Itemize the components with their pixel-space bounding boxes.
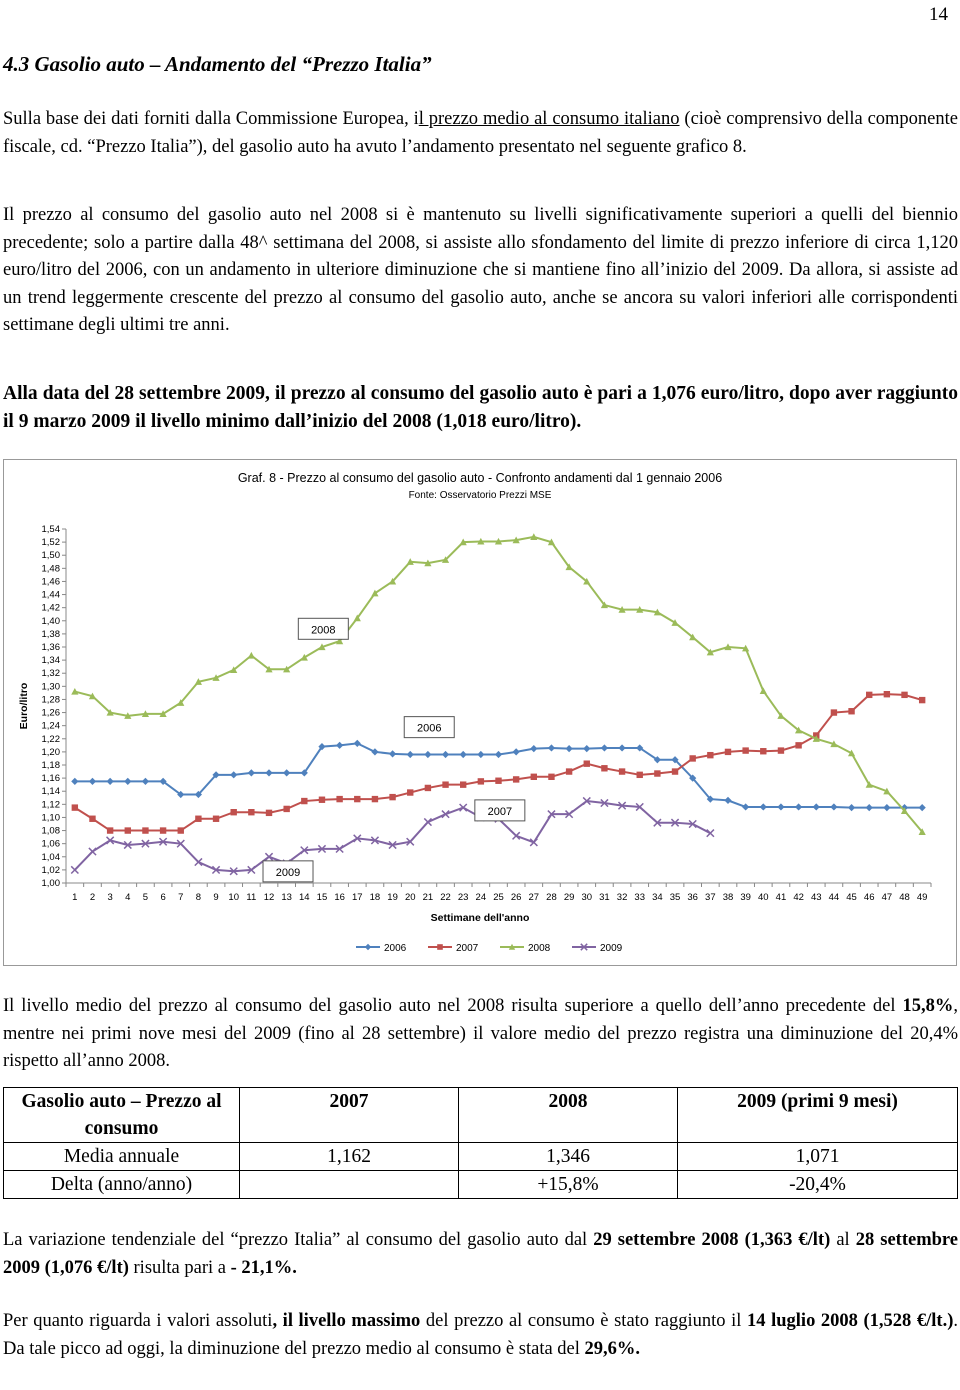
x-tick-label: 36	[687, 892, 698, 903]
x-tick-label: 11	[246, 892, 257, 903]
x-tick-label: 17	[351, 892, 363, 903]
data-point-2006	[248, 769, 255, 776]
data-point-2007	[495, 778, 501, 784]
data-point-2006	[795, 803, 802, 810]
data-point-2006	[89, 778, 96, 785]
data-point-2006	[883, 804, 890, 811]
data-point-2007	[266, 810, 272, 816]
x-tick-label: 25	[493, 892, 504, 903]
data-point-2007	[672, 768, 678, 774]
y-tick-label: 1,42	[41, 602, 60, 614]
legend-label: 2009	[600, 943, 623, 954]
data-point-2006	[724, 797, 731, 804]
x-tick-label: 18	[369, 892, 381, 903]
x-tick-label: 39	[740, 892, 751, 903]
data-point-2009	[424, 818, 431, 825]
data-point-2007	[725, 749, 731, 755]
data-point-2007	[795, 742, 801, 748]
y-tick-label: 1,52	[41, 537, 60, 549]
annotation-label: 2006	[416, 722, 442, 735]
data-point-2009	[89, 848, 96, 855]
data-point-2006	[389, 750, 396, 757]
table-header-row	[4, 1088, 958, 1143]
y-tick-label: 1,30	[41, 681, 60, 693]
data-point-2007	[654, 770, 660, 776]
data-point-2007	[689, 755, 695, 761]
p5-a: La variazione tendenziale del “prezzo Italia” al consumo del gasolio auto dal	[3, 1230, 594, 1250]
x-tick-label: 35	[669, 892, 681, 903]
p5-c: al	[830, 1230, 856, 1250]
x-tick-label: 21	[422, 892, 434, 903]
data-point-2009	[71, 866, 78, 873]
y-tick-label: 1,24	[41, 720, 60, 732]
x-tick-label: 38	[722, 892, 734, 903]
data-point-2006	[142, 778, 149, 785]
x-tick-label: 5	[142, 892, 149, 903]
x-tick-label: 23	[457, 892, 469, 903]
p4-c: , mentre nei primi nove mesi del 2009 (fino al 28 settembre) il valore medio del prezzo registra una diminuzione del 20,4% rispetto all’anno 2008.	[3, 996, 958, 1071]
legend-marker-2006	[365, 944, 371, 950]
data-point-2007	[336, 796, 342, 802]
data-point-2007	[531, 774, 537, 780]
paragraph-variation	[3, 1227, 958, 1282]
x-tick-label: 3	[107, 892, 113, 903]
p6-b: , il livello massimo	[272, 1311, 421, 1331]
data-point-2007	[831, 709, 837, 715]
p5-f: - 21,1%.	[230, 1257, 297, 1278]
data-point-2007	[107, 827, 113, 833]
p6-d: 14 luglio 2008 (1,528 €/lt.)	[747, 1311, 954, 1331]
y-tick-label: 1,04	[41, 851, 60, 863]
data-point-2006	[513, 748, 520, 755]
table-header-cell: Gasolio auto – Prezzo al consumo	[4, 1088, 240, 1143]
p4-a: Il livello medio del prezzo al consumo del gasolio auto nel 2008 risulta superiore a quello dell’anno precedente del	[3, 996, 903, 1016]
y-tick-label: 1,26	[41, 707, 60, 719]
data-point-2007	[901, 692, 907, 698]
x-tick-label: 45	[846, 892, 857, 903]
series-line-2008	[75, 537, 922, 832]
data-point-2007	[248, 809, 254, 815]
paragraph-highlight: Alla data del 28 settembre 2009, il prezzo al consumo del gasolio auto è pari a 1,076 euro/litro, dopo aver raggiunto il 9 marzo 2009 il livello minimo dall’inizio del 2008 (1,018 euro/litro).	[3, 383, 958, 432]
data-point-2006	[830, 803, 837, 810]
x-tick-label: 9	[213, 892, 219, 903]
y-tick-label: 1,48	[41, 563, 60, 575]
data-point-2006	[442, 751, 449, 758]
data-point-2007	[478, 778, 484, 784]
x-tick-label: 49	[916, 892, 928, 903]
data-point-2007	[354, 796, 360, 802]
data-point-2007	[778, 747, 784, 753]
x-tick-label: 47	[881, 892, 893, 903]
data-point-2006	[107, 778, 114, 785]
table-cell: Media annuale	[4, 1143, 240, 1171]
p6-a: Per quanto riguarda i valori assoluti	[3, 1311, 273, 1331]
data-point-2007	[125, 827, 131, 833]
p5-b: 29 settembre 2008 (1,363 €/lt)	[593, 1230, 831, 1250]
legend-label: 2008	[528, 943, 551, 954]
data-point-2006	[336, 742, 343, 749]
y-tick-label: 1,54	[41, 524, 60, 535]
x-tick-label: 44	[828, 892, 840, 903]
y-tick-label: 1,32	[41, 668, 60, 680]
x-tick-label: 13	[281, 892, 292, 903]
x-tick-label: 43	[810, 892, 822, 903]
x-tick-label: 46	[863, 892, 875, 903]
data-point-2008	[760, 687, 767, 694]
x-tick-label: 10	[228, 892, 239, 903]
p6-e: . Da tale picco ad oggi, la diminuzione del prezzo medio al consumo è stata del	[3, 1311, 958, 1359]
y-tick-label: 1,00	[41, 878, 60, 889]
chart-title: Graf. 8 - Prezzo al consumo del gasolio auto - Confronto andamenti dal 1 gennaio 2006	[237, 471, 723, 485]
data-point-2007	[742, 747, 748, 753]
data-point-2006	[477, 751, 484, 758]
annotation-label: 2007	[487, 805, 513, 818]
x-tick-label: 41	[775, 892, 787, 903]
p1-c: (cioè comprensivo della componente fiscale, cd. “Prezzo Italia”), del gasolio auto ha avuto l’andamento presentato nel seguente grafico 8.	[3, 109, 958, 157]
y-tick-label: 1,34	[41, 655, 60, 667]
table-cell: 1,346	[459, 1143, 678, 1171]
data-point-2006	[530, 745, 537, 752]
price-chart	[4, 460, 956, 965]
data-point-2006	[424, 751, 431, 758]
data-point-2007	[848, 708, 854, 714]
table-cell: Delta (anno/anno)	[4, 1171, 240, 1199]
data-point-2006	[283, 769, 290, 776]
p6-c: del prezzo al consumo è stato raggiunto il	[420, 1311, 748, 1331]
data-point-2006	[230, 771, 237, 778]
legend-label: 2007	[456, 943, 479, 954]
legend-label: 2006	[384, 943, 407, 954]
x-tick-label: 4	[125, 892, 131, 903]
data-point-2007	[195, 816, 201, 822]
x-tick-label: 24	[475, 892, 487, 903]
p1-underlined: l prezzo medio al consumo italiano	[418, 109, 680, 129]
table-cell	[240, 1171, 459, 1199]
y-tick-label: 1,14	[41, 786, 60, 798]
paragraph-intro	[3, 106, 958, 161]
y-tick-label: 1,08	[41, 825, 60, 837]
data-point-2007	[319, 797, 325, 803]
x-tick-label: 32	[616, 892, 628, 903]
x-tick-label: 31	[599, 892, 610, 903]
x-tick-label: 42	[793, 892, 804, 903]
data-point-2007	[442, 781, 448, 787]
y-tick-label: 1,22	[41, 733, 60, 745]
data-point-2006	[495, 751, 502, 758]
table-cell: -20,4%	[678, 1171, 958, 1199]
data-point-2006	[371, 748, 378, 755]
x-tick-label: 6	[160, 892, 166, 903]
data-point-2007	[866, 692, 872, 698]
data-point-2007	[283, 806, 289, 812]
data-point-2006	[124, 778, 131, 785]
data-point-2007	[372, 796, 378, 802]
data-point-2007	[601, 765, 607, 771]
series-line-2009	[75, 801, 711, 871]
x-tick-label: 26	[510, 892, 522, 903]
data-point-2007	[301, 798, 307, 804]
data-point-2007	[884, 691, 890, 697]
p4-b: 15,8%	[902, 996, 954, 1016]
table-header-cell: 2008	[459, 1088, 678, 1143]
data-point-2007	[389, 794, 395, 800]
x-tick-label: 19	[387, 892, 398, 903]
y-tick-label: 1,40	[41, 615, 60, 627]
data-point-2007	[513, 776, 519, 782]
data-point-2008	[248, 652, 255, 659]
paragraph-average	[3, 993, 958, 1076]
data-point-2007	[160, 827, 166, 833]
x-tick-label: 12	[263, 892, 275, 903]
paragraph-maximum	[3, 1308, 958, 1363]
data-point-2007	[584, 760, 590, 766]
x-tick-label: 22	[440, 892, 451, 903]
data-point-2006	[777, 803, 784, 810]
y-tick-label: 1,38	[41, 628, 60, 640]
data-point-2007	[407, 789, 413, 795]
x-tick-label: 33	[634, 892, 646, 903]
data-point-2006	[919, 804, 926, 811]
data-point-2007	[566, 768, 572, 774]
data-point-2007	[231, 809, 237, 815]
data-point-2006	[813, 803, 820, 810]
x-tick-label: 7	[178, 892, 184, 903]
p5-d: 28 settembre 2009 (1,076 €/lt)	[3, 1230, 958, 1278]
y-tick-label: 1,44	[41, 589, 60, 601]
y-tick-label: 1,28	[41, 694, 60, 706]
data-point-2006	[71, 778, 78, 785]
x-tick-label: 16	[334, 892, 345, 903]
y-tick-label: 1,46	[41, 576, 60, 588]
x-tick-label: 14	[299, 892, 310, 903]
data-point-2009	[707, 830, 714, 837]
y-tick-label: 1,10	[41, 812, 60, 824]
annotation-label: 2009	[275, 866, 301, 879]
p1-a: Sulla base dei dati forniti dalla Commissione Europea, i	[3, 109, 419, 129]
data-point-2006	[618, 744, 625, 751]
x-tick-label: 37	[705, 892, 716, 903]
x-tick-label: 28	[546, 892, 557, 903]
y-tick-label: 1,36	[41, 642, 60, 653]
paragraph-trend: Il prezzo al consumo del gasolio auto nel 2008 si è mantenuto su livelli significativamente superiori a quelli del biennio precedente; solo a partire dalla 48^ settimana del 2008, si assiste allo sfondamento del limite di prezzo inferiore di circa 1,120 euro/litro del 2006, con un andamento in ulteriore diminuzione che si mantiene fino all’inizio del 2009. Da allora, si assiste ad un trend leggermente crescente del prezzo al consumo del gasolio auto, anche se ancora su valori inferiori alle corrispondenti settimane degli ultimi tre anni.	[3, 205, 958, 335]
table-row	[4, 1171, 958, 1199]
y-tick-label: 1,06	[41, 838, 60, 850]
annotation-label: 2008	[311, 624, 336, 637]
section-heading: 4.3 Gasolio auto – Andamento del “Prezzo Italia”	[3, 52, 432, 76]
data-point-2006	[742, 803, 749, 810]
data-point-2007	[142, 827, 148, 833]
x-tick-label: 2	[89, 892, 96, 903]
x-tick-label: 15	[316, 892, 328, 903]
x-axis-title: Settimane dell'anno	[430, 912, 530, 924]
data-point-2006	[566, 745, 573, 752]
p6-f: 29,6%.	[584, 1338, 641, 1359]
page-number: 14	[929, 4, 948, 25]
chart-frame	[3, 459, 957, 966]
data-point-2006	[354, 740, 361, 747]
p5-e: risulta pari a	[128, 1257, 231, 1278]
x-tick-label: 27	[528, 892, 540, 903]
data-point-2007	[637, 772, 643, 778]
y-axis-title: Euro/litro	[18, 682, 30, 730]
x-tick-label: 20	[404, 892, 416, 903]
data-point-2007	[707, 752, 713, 758]
data-point-2006	[265, 769, 272, 776]
y-tick-label: 1,18	[41, 760, 60, 771]
data-point-2007	[72, 804, 78, 810]
x-tick-label: 30	[581, 892, 593, 903]
data-point-2007	[425, 785, 431, 791]
table-header-cell: 2007	[240, 1088, 459, 1143]
data-point-2007	[760, 748, 766, 754]
data-point-2006	[460, 751, 467, 758]
legend-marker-2007	[437, 944, 443, 950]
x-tick-label: 29	[563, 892, 575, 903]
y-tick-label: 1,50	[41, 550, 60, 562]
x-tick-label: 1	[72, 892, 78, 903]
data-point-2006	[601, 744, 608, 751]
table-cell: +15,8%	[459, 1171, 678, 1199]
data-point-2006	[848, 804, 855, 811]
data-point-2007	[89, 816, 95, 822]
y-tick-label: 1,12	[41, 799, 60, 811]
x-tick-label: 8	[195, 892, 202, 903]
data-point-2006	[760, 803, 767, 810]
data-point-2007	[178, 827, 184, 833]
data-point-2007	[619, 768, 625, 774]
x-tick-label: 40	[758, 892, 769, 903]
data-point-2007	[548, 774, 554, 780]
data-point-2006	[548, 744, 555, 751]
x-tick-label: 48	[899, 892, 910, 903]
table-header-cell: 2009 (primi 9 mesi)	[678, 1088, 958, 1143]
data-point-2006	[866, 804, 873, 811]
data-point-2006	[407, 751, 414, 758]
data-point-2007	[213, 816, 219, 822]
table-cell: 1,162	[240, 1143, 459, 1171]
x-tick-label: 34	[652, 892, 663, 903]
data-point-2007	[919, 697, 925, 703]
table-cell: 1,071	[678, 1143, 958, 1171]
y-tick-label: 1,16	[41, 773, 60, 785]
data-point-2006	[583, 745, 590, 752]
data-point-2009	[195, 858, 202, 865]
chart-subtitle: Fonte: Osservatorio Prezzi MSE	[408, 490, 552, 501]
summary-table	[3, 1087, 958, 1199]
y-tick-label: 1,02	[41, 864, 60, 876]
y-tick-label: 1,20	[41, 746, 60, 758]
table-row	[4, 1143, 958, 1171]
data-point-2007	[460, 781, 466, 787]
